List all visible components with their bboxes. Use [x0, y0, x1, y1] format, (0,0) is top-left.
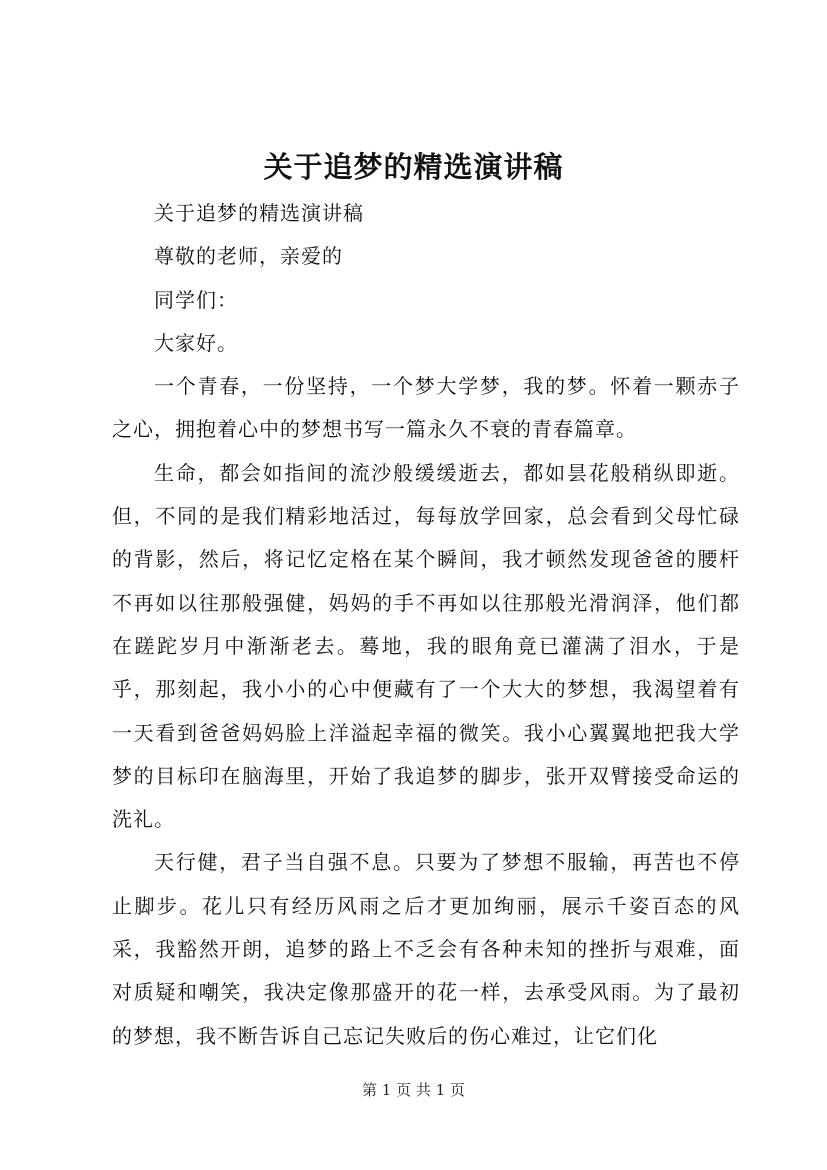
document-body — [112, 192, 740, 1058]
paragraph-heading: 关于追梦的精选演讲稿 — [154, 201, 364, 225]
paragraph-salutation: 尊敬的老师，亲爱的 — [154, 244, 343, 269]
paragraph-body-2: 天行健，君子当自强不息。只要为了梦想不服输，再苦也不停止脚步。花儿只有经历风雨之后才更加绚丽，展示千姿百态的风采，我豁然开朗，追梦的路上不乏会有各种未知的挫折与艰难，面对质疑和嘲笑，我决定像那盛开的花一样，去承受风雨。为了最初的梦想，我不断告诉自己忘记失败后的伤心难过，让它们化 — [112, 850, 740, 1048]
document-title: 关于追梦的精选演讲稿 — [263, 150, 564, 184]
paragraph-intro: 一个青春，一份坚持，一个梦大学梦，我的梦。怀着一颗赤子之心，拥抱着心中的梦想书写一篇永久不衰的青春篇章。 — [112, 374, 740, 442]
paragraph-salutation-cont: 同学们： — [154, 287, 238, 312]
page-footer: 第 1 页 共 1 页 — [362, 1081, 465, 1099]
paragraph-body-1: 生命，都会如指间的流沙般缓缓逝去，都如昙花般稍纵即逝。但，不同的是我们精彩地活过，每每放学回家，总会看到父母忙碌的背影，然后，将记忆定格在某个瞬间，我才顿然发现爸爸的腰杆不再如以往那般强健，妈妈的手不再如以往那般光滑润泽，他们都在蹉跎岁月中渐渐老去。蓦地，我的眼角竟已灌满了泪水，于是乎，那刻起，我小小的心中便藏有了一个大大的梦想，我渴望着有一天看到爸爸妈妈脸上洋溢起幸福的微笑。我小心翼翼地把我大学梦的目标印在脑海里，开始了我追梦的脚步，张开双臂接受命运的洗礼。 — [112, 460, 740, 832]
paragraph-greeting: 大家好。 — [154, 330, 238, 355]
